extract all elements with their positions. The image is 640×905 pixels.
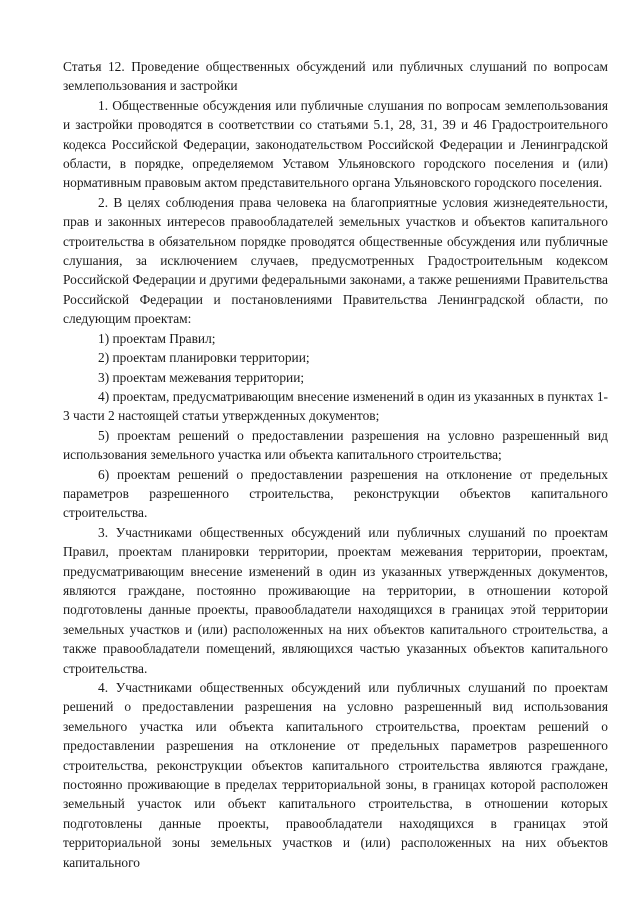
- list-item-1: 1) проектам Правил;: [98, 330, 216, 346]
- paragraph-3: 3. Участниками общественных обсуждений или публичных слушаний по проектам Правил, проектам планировки территории, проектам межевания территории, проектам, предусматривающим внесение изменений в один из указанных утвержденных документов, являются граждане, постоянно проживающие на территории, в отношении которой подготовлены данные проекты, правообладатели находящихся в границах этой территории земельных участков и (или) расположенных на них объектов капитального строительства, а также правообладатели помещений, являющихся частью указанных объектов капитального строительства.: [63, 524, 608, 676]
- list-item-5: 5) проектам решений о предоставлении разрешения на условно разрешенный вид использования земельного участка или объекта капитального строительства;: [63, 427, 608, 463]
- list-item-2: 2) проектам планировки территории;: [98, 350, 310, 366]
- paragraph-1: 1. Общественные обсуждения или публичные слушания по вопросам землепользования и застройки проводятся в соответствии со статьями 5.1, 28, 31, 39 и 46 Градостроительного кодекса Российской Федерации, законодательством Российской Федерации и Ленинградской области, в порядке, определяемом Уставом Ульяновского городского поселения и (или) нормативным правовым актом представительного органа Ульяновского городского поселения.: [63, 97, 608, 191]
- document-page: [63, 57, 608, 872]
- article-title: Статья 12. Проведение общественных обсуждений или публичных слушаний по вопросам землепользования и застройки: [63, 59, 608, 94]
- list-item-3: 3) проектам межевания территории;: [98, 369, 305, 385]
- list-item-4: 4) проектам, предусматривающим внесение изменений в один из указанных в пунктах 1-3 части 2 настоящей статьи утвержденных документов;: [63, 388, 608, 424]
- paragraph-2: 2. В целях соблюдения права человека на благоприятные условия жизнедеятельности, прав и законных интересов правообладателей земельных участков и объектов капитального строительства в обязательном порядке проводятся общественные обсуждения или публичные слушания, за исключением случаев, предусмотренных Градостроительным кодексом Российской Федерации и другими федеральными законами, а также решениями Правительства Российской Федерации и постановлениями Правительства Ленинградской области, по следующим проектам:: [63, 194, 608, 327]
- list-item-6: 6) проектам решений о предоставлении разрешения на отклонение от предельных параметров разрешенного строительства, реконструкции объектов капитального строительства.: [63, 466, 608, 521]
- paragraph-4: 4. Участниками общественных обсуждений или публичных слушаний по проектам решений о предоставлении разрешения на условно разрешенный вид использования земельного участка или объекта капитального строительства, проектам решений о предоставлении разрешения на отклонение от предельных параметров разрешенного строительства, реконструкции объектов капитального строительства являются граждане, постоянно проживающие в пределах территориальной зоны, в границах которой расположен земельный участок или объект капитального строительства, в отношении которых подготовлены данные проекты, правообладатели находящихся в границах этой территориальной зоны земельных участков и (или) расположенных на них объектов капитального: [63, 680, 608, 870]
